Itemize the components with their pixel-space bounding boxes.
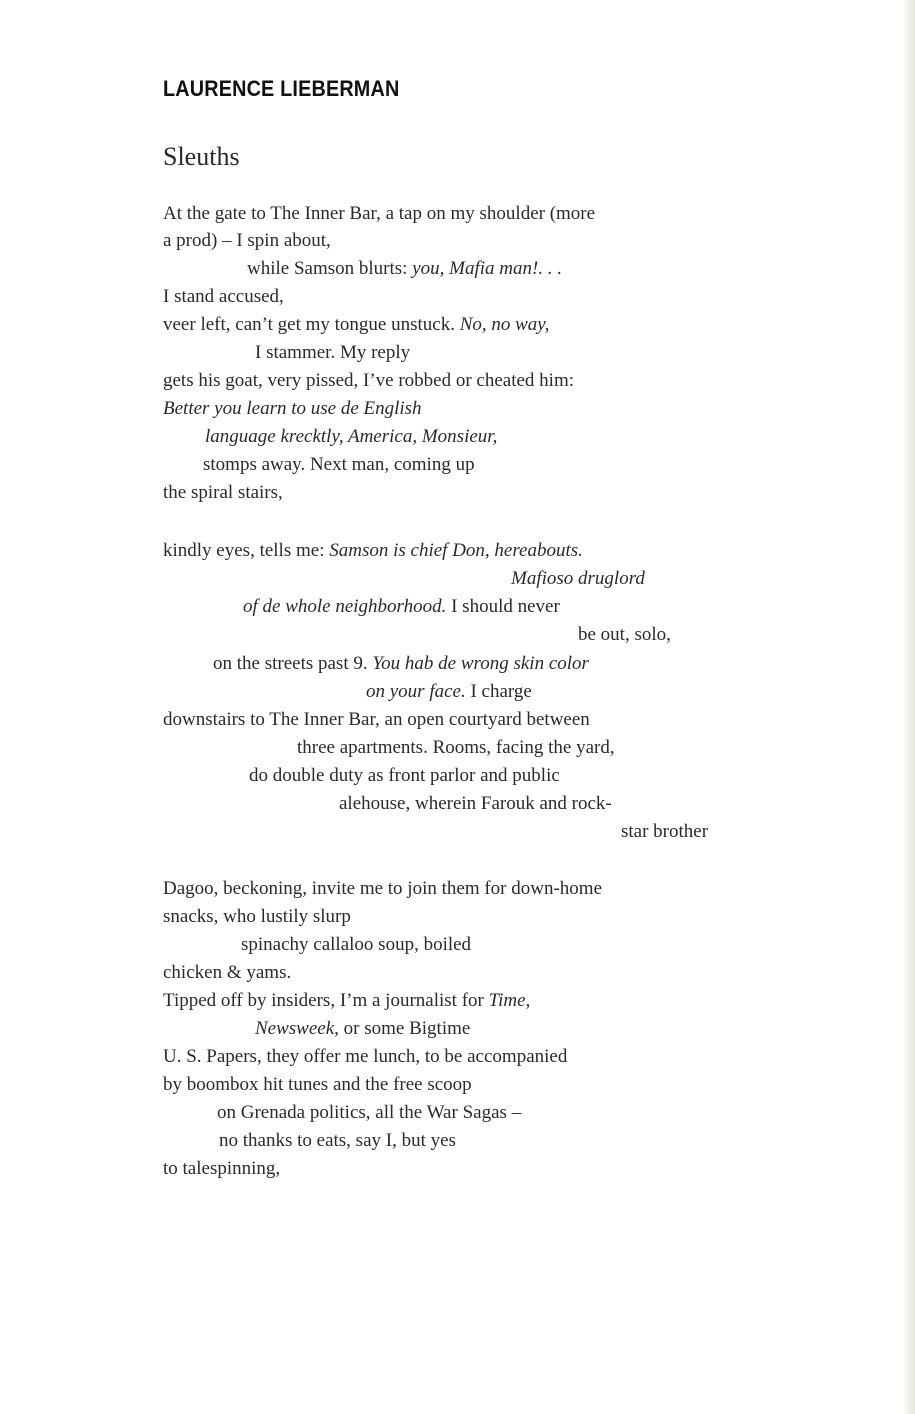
text-span: do double duty as front parlor and public: [249, 765, 560, 786]
poem-line: [163, 989, 530, 1013]
poem-line: [163, 1157, 280, 1181]
author-name: LAURENCE LIEBERMAN: [163, 76, 400, 101]
text-span: to talespinning,: [163, 1158, 281, 1179]
text-span: on the streets past 9.: [213, 653, 373, 674]
text-span: snacks, who lustily slurp: [163, 906, 351, 927]
text-span: be out, solo,: [578, 624, 671, 645]
italic-phrase: language krecktly, America, Monsieur,: [205, 426, 498, 447]
text-span: a prod) – I spin about,: [163, 230, 331, 251]
poem-line: [163, 481, 283, 505]
text-span: I should never: [446, 596, 560, 617]
italic-phrase: Samson is chief Don, hereabouts.: [329, 540, 583, 561]
italic-phrase: Better you learn to use de English: [163, 398, 422, 419]
page-edge: [903, 0, 915, 1414]
poem-line: [297, 736, 615, 760]
poem-line: [366, 680, 532, 704]
poem-line: [163, 877, 602, 901]
italic-phrase: Mafioso druglord: [511, 568, 645, 589]
poem-line: [163, 202, 595, 226]
italic-phrase: Newsweek,: [255, 1018, 339, 1039]
text-span: while Samson blurts:: [247, 258, 413, 279]
poem-line: [339, 792, 612, 816]
italic-phrase: on your face.: [366, 681, 466, 702]
text-span: no thanks to eats, say I, but yes: [219, 1130, 456, 1151]
poem-line: [163, 285, 284, 309]
poem-line: [621, 820, 708, 844]
poem-line: [163, 369, 574, 393]
poem-line: [255, 1017, 470, 1041]
poem-line: [511, 567, 645, 591]
text-span: stomps away. Next man, coming up: [203, 454, 475, 475]
poem-line: [163, 229, 331, 253]
text-span: Dagoo, beckoning, invite me to join them for down-home: [163, 878, 603, 899]
poem-line: [163, 708, 590, 732]
text-span: alehouse, wherein Farouk and rock-: [339, 793, 612, 814]
poem-line: [247, 257, 562, 281]
italic-phrase: You hab de wrong skin color: [372, 653, 589, 674]
poem-line: [578, 623, 671, 647]
text-span: Tipped off by insiders, I’m a journalist for: [163, 990, 489, 1011]
text-span: I charge: [465, 681, 532, 702]
poem-line: [163, 1073, 472, 1097]
text-span: spinachy callaloo soup, boiled: [241, 934, 472, 955]
poem-line: [243, 595, 560, 619]
poem-line: [163, 313, 549, 337]
text-span: I stand accused,: [163, 286, 284, 307]
poem-line: [213, 652, 589, 676]
italic-phrase: of de whole neighborhood.: [243, 596, 447, 617]
poem-line: [205, 425, 497, 449]
italic-phrase: No, no way,: [459, 314, 550, 335]
poem-line: [249, 764, 560, 788]
poem-line: [241, 933, 471, 957]
text-span: the spiral stairs,: [163, 482, 283, 503]
poem-line: [203, 453, 475, 477]
text-span: chicken & yams.: [163, 962, 292, 983]
text-span: by boombox hit tunes and the free scoop: [163, 1074, 472, 1095]
text-span: I stammer. My reply: [255, 342, 411, 363]
poem-line: [163, 961, 291, 985]
poem-line: [163, 905, 351, 929]
text-span: At the gate to The Inner Bar, a tap on my shoulder (more: [163, 203, 596, 224]
text-span: or some Bigtime: [338, 1018, 471, 1039]
poem-line: [217, 1101, 521, 1125]
text-span: kindly eyes, tells me:: [163, 540, 330, 561]
poem-line: [163, 1045, 567, 1069]
text-span: gets his goat, very pissed, I’ve robbed or cheated him:: [163, 370, 575, 391]
poem-line: [163, 539, 583, 563]
text-span: star brother: [621, 821, 709, 842]
text-span: U. S. Papers, they offer me lunch, to be accompanied: [163, 1046, 568, 1067]
text-span: veer left, can’t get my tongue unstuck.: [163, 314, 460, 335]
italic-phrase: you, Mafia man!. . .: [412, 258, 563, 279]
poem-line: [255, 341, 410, 365]
italic-phrase: Time,: [488, 990, 531, 1011]
poem-line: [219, 1129, 456, 1153]
text-span: on Grenada politics, all the War Sagas –: [217, 1102, 522, 1123]
poem-title: Sleuths: [163, 142, 240, 171]
poem-line: [163, 397, 422, 421]
text-span: three apartments. Rooms, facing the yard,: [297, 737, 615, 758]
text-span: downstairs to The Inner Bar, an open courtyard between: [163, 709, 590, 730]
